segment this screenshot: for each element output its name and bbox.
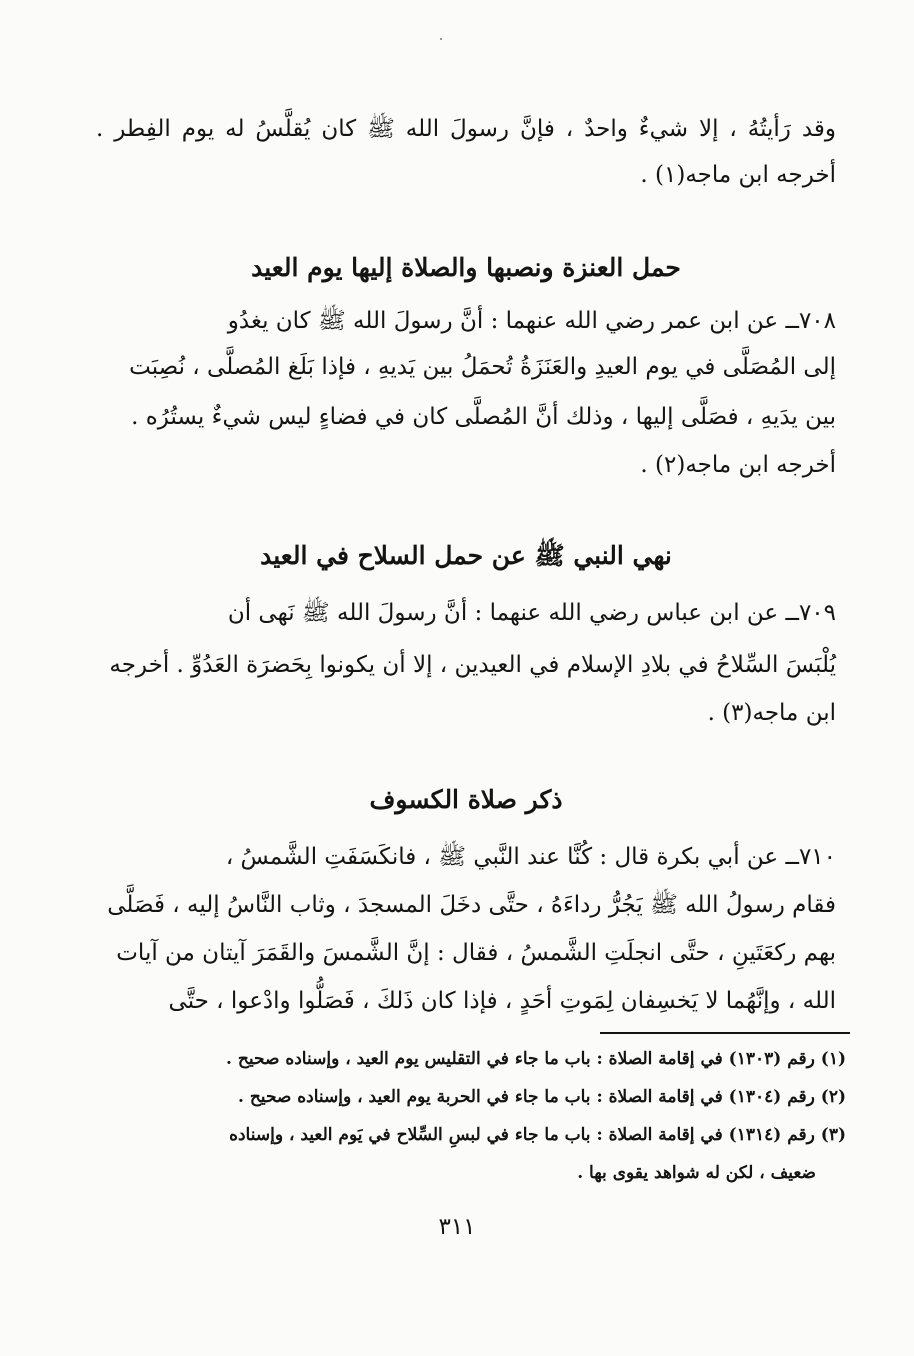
section-heading: حمل العنزة ونصبها والصلاة إليها يوم العيد — [251, 253, 681, 282]
paragraph-line: وقد رَأيتُهُ ، إلا شيءٌ واحدٌ ، فإنَّ رسولَ الله ﷺ كان يُقلَّسُ له يوم الفِطر . — [96, 116, 836, 142]
footnote-continuation: ضعيف ، لكن له شواهد يقوى بها . — [577, 1163, 816, 1183]
paragraph-line: يُلْبَسَ السِّلاحُ في بلادِ الإسلام في العيدين ، إلا أن يكونوا بِحَضرَة العَدُوِّ . أخرجه — [109, 652, 836, 678]
scan-speck — [440, 38, 442, 40]
paragraph-line: الله ، وإنَّهُما لا يَخسِفان لِمَوتِ أحَدٍ ، فإذا كان ذَلكَ ، فَصَلُّوا وادْعوا ، حتَّى — [168, 988, 836, 1014]
paragraph-line: أخرجه ابن ماجه(٢) . — [640, 452, 836, 478]
paragraph-line: بين يدَيهِ ، فصَلَّى إليها ، وذلك أنَّ المُصلَّى كان في فضاءٍ ليس شيءٌ يستُرُه . — [131, 404, 836, 430]
footnote: (١) رقم (١٣٠٣) في إقامة الصلاة : باب ما جاء في التقليس يوم العيد ، وإسناده صحيح . — [226, 1049, 846, 1069]
paragraph-line: فقام رسولُ الله ﷺ يَجُرُّ رداءَهُ ، حتَّى دخَلَ المسجدَ ، وثاب النَّاسُ إليه ، فَصَلَّى — [107, 892, 836, 918]
paragraph-line: إلى المُصَلَّى في يوم العيدِ والعَنَزَةُ تُحمَلُ بين يَديهِ ، فإذا بَلَغ المُصلَّى ، نُصِبَت — [129, 354, 836, 380]
paragraph-line: ابن ماجه(٣) . — [707, 700, 836, 726]
paragraph-line: ٧٠٩ــ عن ابن عباس رضي الله عنهما : أنَّ رسولَ الله ﷺ نَهى أن — [227, 600, 836, 626]
paragraph-line: بهم ركعَتَينِ ، حتَّى انجلَتِ الشَّمسُ ، فقال : إنَّ الشَّمسَ والقَمَرَ آيتان من آيات — [116, 940, 836, 966]
footnote: (٣) رقم (١٣١٤) في إقامة الصلاة : باب ما جاء في لبسِ السِّلاح في يَوم العيد ، وإسناده — [229, 1125, 846, 1145]
paragraph-line: أخرجه ابن ماجه(١) . — [640, 162, 836, 188]
paragraph-line: ٧١٠ــ عن أبي بكرة قال : كُنَّا عند النَّبي ﷺ ، فانكَسَفَتِ الشَّمسُ ، — [225, 844, 836, 870]
page-number: ٣١١ — [438, 1214, 476, 1240]
footnote: (٢) رقم (١٣٠٤) في إقامة الصلاة : باب ما جاء في الحربة يوم العيد ، وإسناده صحيح . — [238, 1087, 846, 1107]
section-heading: ذكر صلاة الكسوف — [369, 785, 563, 814]
paragraph-line: ٧٠٨ــ عن ابن عمر رضي الله عنهما : أنَّ رسولَ الله ﷺ كان يغدُو — [227, 308, 836, 334]
footnote-separator — [600, 1032, 850, 1034]
section-heading: نهي النبي ﷺ عن حمل السلاح في العيد — [260, 541, 672, 570]
